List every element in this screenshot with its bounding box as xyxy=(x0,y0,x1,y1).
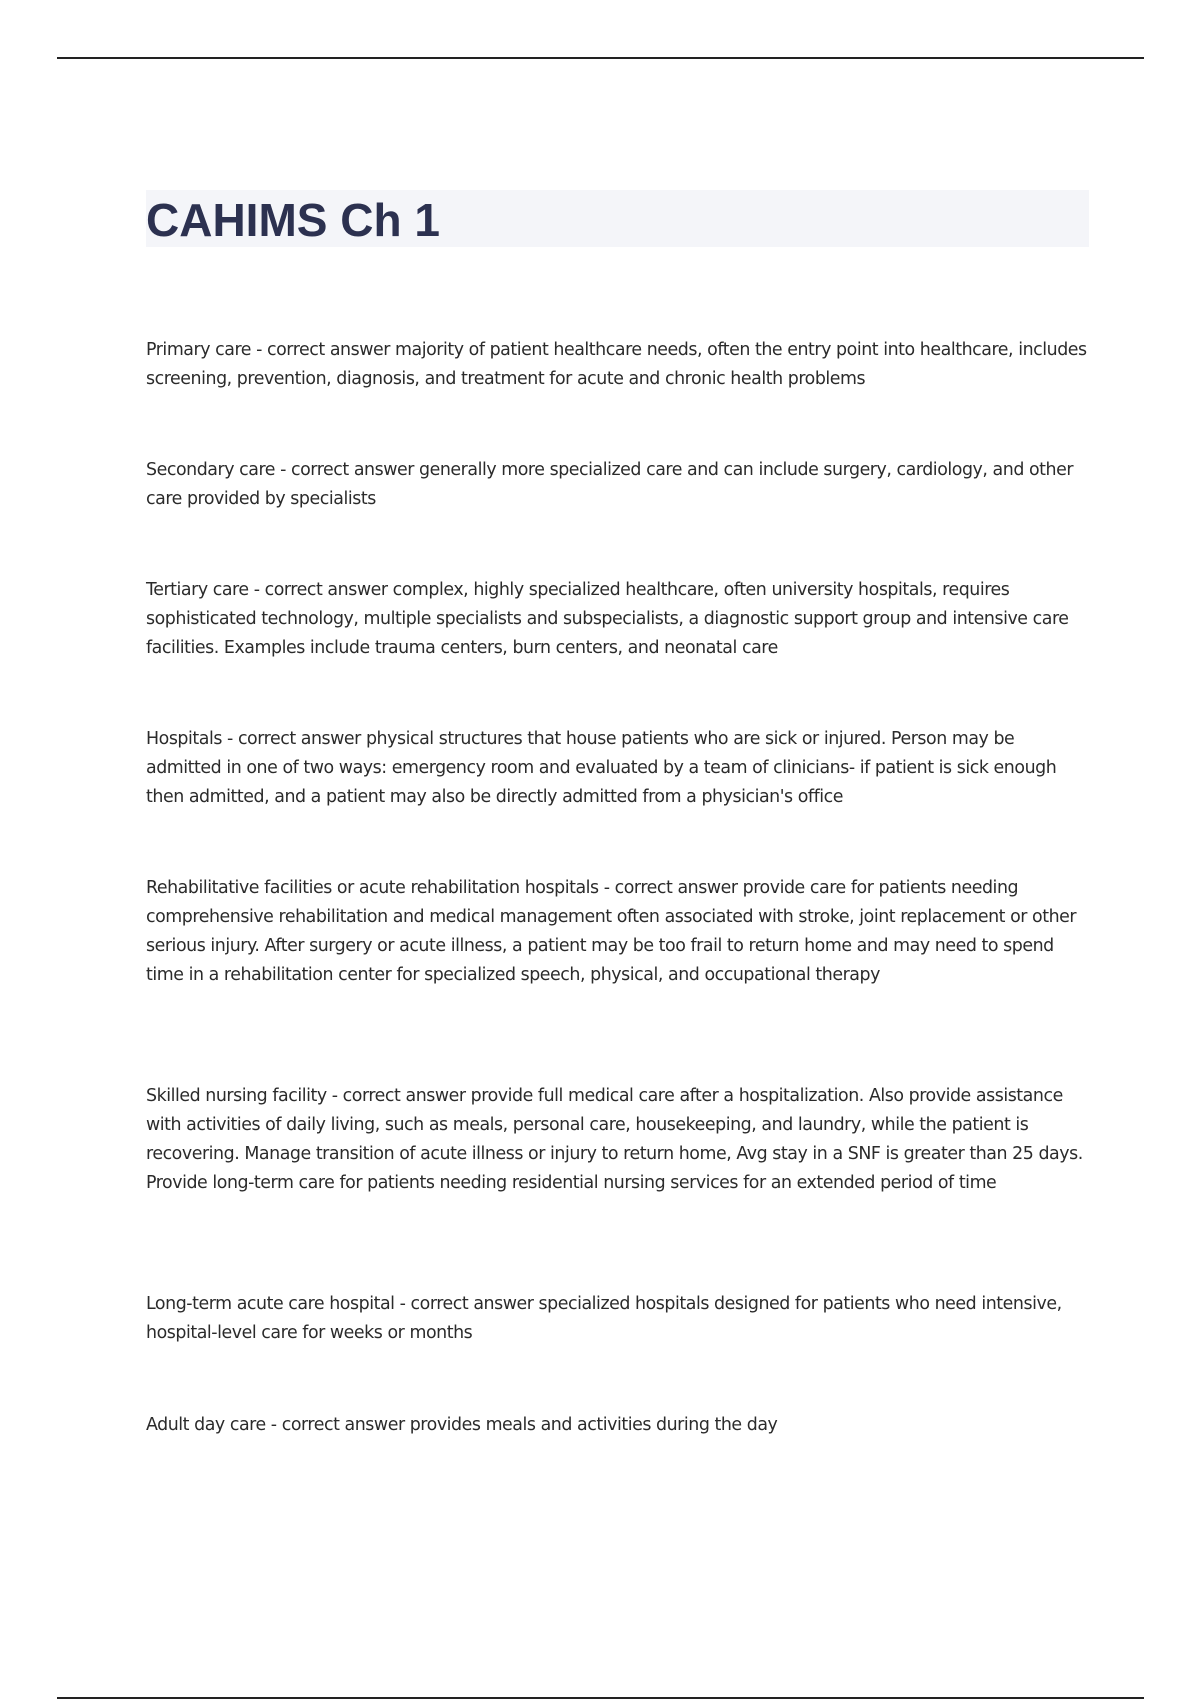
bottom-divider xyxy=(57,1697,1144,1699)
top-divider xyxy=(57,57,1144,59)
entry-tertiary-care: Tertiary care - correct answer complex, highly specialized healthcare, often university hospitals, requires sophisticated technology, multiple specialists and subspecialists, a diagnostic support group and intensive care facilities. Examples include trauma centers, burn centers, and neonatal care xyxy=(146,580,1069,658)
entry-secondary-care: Secondary care - correct answer generally more specialized care and can include surgery, cardiology, and other care provided by specialists xyxy=(146,460,1074,509)
entry-adult-day-care: Adult day care - correct answer provides meals and activities during the day xyxy=(146,1415,778,1435)
entry-long-term-acute-care: Long-term acute care hospital - correct answer specialized hospitals designed for patients who need intensive, hospital-level care for weeks or months xyxy=(146,1294,1062,1343)
document-title: CAHIMS Ch 1 xyxy=(146,194,440,246)
entry-skilled-nursing-facility: Skilled nursing facility - correct answer provide full medical care after a hospitalization. Also provide assistance with activities of daily living, such as meals, personal care, housekeeping, and laundry, while the patient is recovering. Manage transition of acute illness or injury to return home, Avg stay in a SNF is greater than 25 days. Provide long-term care for patients needing residential nursing services for an extended period of time xyxy=(146,1086,1083,1193)
entry-primary-care: Primary care - correct answer majority of patient healthcare needs, often the entry point into healthcare, includes screening, prevention, diagnosis, and treatment for acute and chronic health problems xyxy=(146,340,1087,389)
entry-hospitals: Hospitals - correct answer physical structures that house patients who are sick or injured. Person may be admitted in one of two ways: emergency room and evaluated by a team of clinicians- if patient is sick enough then admitted, and a patient may also be directly admitted from a physician's office xyxy=(146,729,1057,807)
entry-rehabilitative-facilities: Rehabilitative facilities or acute rehabilitation hospitals - correct answer provide care for patients needing comprehensive rehabilitation and medical management often associated with stroke, joint replacement or other serious injury. After surgery or acute illness, a patient may be too frail to return home and may need to spend time in a rehabilitation center for specialized speech, physical, and occupational therapy xyxy=(146,878,1077,985)
